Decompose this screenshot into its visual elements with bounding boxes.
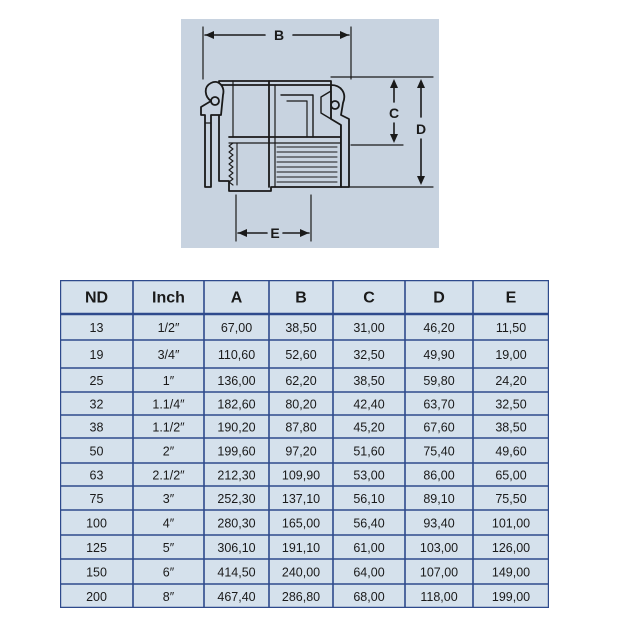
table-cell: 199,00	[491, 590, 531, 604]
table-cell: 182,60	[217, 397, 256, 412]
table-cell: 97,20	[285, 444, 317, 459]
dimension-label-d: D	[415, 121, 427, 137]
table-cell: 1.1/2″	[152, 420, 185, 435]
table-cell: 11,50	[495, 321, 527, 335]
table-cell: 56,40	[353, 516, 385, 531]
table-cell: 52,60	[285, 348, 317, 362]
table-cell: 149,00	[491, 565, 531, 580]
table-cell: 467,40	[217, 590, 256, 604]
table-cell: 165,00	[281, 516, 321, 531]
table-cell: 65,00	[495, 468, 527, 483]
table-cell: 49,60	[495, 444, 527, 459]
table-cell: 125	[86, 541, 107, 555]
table-cell: 45,20	[353, 420, 385, 435]
table-cell: 32,50	[495, 397, 527, 412]
table-cell: 100	[86, 516, 107, 531]
table-cell: 42,40	[353, 397, 385, 412]
table-cell: 75,50	[495, 492, 527, 506]
table-cell: 80,20	[285, 397, 317, 412]
table-cell: 62,20	[285, 374, 317, 388]
column-header-inch: Inch	[152, 289, 185, 307]
table-cell: 25	[89, 374, 104, 388]
table-cell: 3/4″	[157, 348, 180, 362]
table-cell: 53,00	[353, 468, 385, 483]
table-cell: 6″	[162, 565, 175, 580]
table-cell: 1.1/4″	[152, 397, 185, 412]
column-header-nd: ND	[84, 289, 109, 307]
table-cell: 93,40	[423, 516, 455, 531]
table-cell: 200	[86, 590, 107, 604]
dimension-table-svg	[60, 280, 549, 608]
table-cell: 199,60	[217, 444, 256, 459]
table-cell: 61,00	[353, 541, 385, 555]
column-header-c: C	[363, 289, 375, 307]
column-header-a: A	[230, 289, 243, 307]
coupling-drawing	[181, 19, 439, 248]
table-cell: 19,00	[495, 348, 527, 362]
table-cell: 46,20	[423, 321, 455, 335]
table-cell: 306,10	[217, 541, 256, 555]
table-cell: 68,00	[353, 590, 385, 604]
column-header-e: E	[505, 289, 517, 307]
dimension-table	[60, 280, 549, 608]
dimension-label-e: E	[270, 225, 280, 241]
dimension-label-b: B	[273, 27, 285, 43]
table-cell: 101,00	[491, 516, 531, 531]
table-cell: 190,20	[217, 420, 256, 435]
table-cell: 67,60	[423, 420, 455, 435]
table-cells	[85, 290, 530, 605]
coupling-drawing-svg	[181, 19, 439, 248]
table-cell: 24,20	[495, 374, 527, 388]
table-cell: 191,10	[281, 541, 321, 555]
table-cell: 38	[89, 420, 104, 435]
table-cell: 212,30	[217, 468, 256, 483]
table-cell: 2.1/2″	[152, 468, 185, 483]
table-cell: 87,80	[285, 420, 317, 435]
table-cell: 89,10	[423, 492, 455, 506]
table-cell: 5″	[162, 541, 175, 555]
table-cell: 240,00	[281, 565, 321, 580]
table-cell: 31,00	[353, 321, 385, 335]
table-cell: 13	[89, 321, 104, 335]
table-cell: 126,00	[491, 541, 531, 555]
table-cell: 4″	[162, 516, 175, 531]
table-cell: 50	[89, 444, 104, 459]
table-cell: 32	[89, 397, 104, 412]
table-cell: 109,90	[281, 468, 321, 483]
table-cell: 1″	[162, 374, 175, 388]
table-cell: 1/2″	[157, 321, 180, 335]
table-cell: 107,00	[419, 565, 459, 580]
table-cell: 49,90	[423, 348, 455, 362]
table-cell: 32,50	[353, 348, 385, 362]
table-cell: 75,40	[423, 444, 455, 459]
table-cell: 38,50	[285, 321, 317, 335]
table-cell: 38,50	[495, 420, 527, 435]
table-cell: 150	[86, 565, 107, 580]
table-cell: 103,00	[419, 541, 459, 555]
table-cell: 67,00	[220, 321, 253, 335]
table-cell: 19	[89, 348, 104, 362]
table-cell: 2″	[162, 444, 175, 459]
table-cell: 252,30	[217, 492, 256, 506]
table-cell: 86,00	[423, 468, 455, 483]
table-cell: 75	[89, 492, 104, 506]
table-cell: 38,50	[353, 374, 385, 388]
table-cell: 414,50	[217, 565, 256, 580]
table-cell: 3″	[162, 492, 175, 506]
table-cell: 51,60	[353, 444, 385, 459]
table-cell: 286,80	[281, 590, 321, 604]
table-cell: 137,10	[281, 492, 321, 506]
column-header-d: D	[433, 289, 445, 307]
table-cell: 110,60	[217, 348, 256, 362]
column-header-b: B	[295, 289, 307, 307]
table-cell: 136,00	[217, 374, 256, 388]
table-cell: 63,70	[423, 397, 455, 412]
table-cell: 8″	[162, 590, 175, 604]
table-cell: 118,00	[420, 590, 458, 604]
table-cell: 280,30	[217, 516, 256, 531]
table-cell: 64,00	[353, 565, 385, 580]
table-cell: 63	[89, 468, 104, 483]
table-cell: 59,80	[423, 374, 455, 388]
table-cell: 56,10	[353, 492, 385, 506]
dimension-label-c: C	[388, 105, 400, 121]
